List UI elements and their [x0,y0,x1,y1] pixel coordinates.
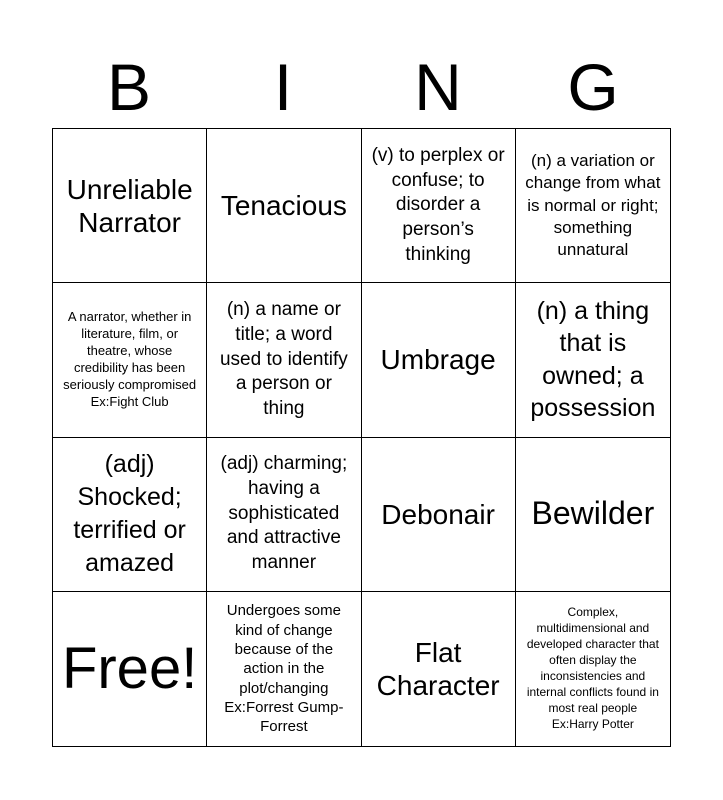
bingo-cell-r1-c1[interactable] [53,129,207,283]
bingo-cell-text: (adj) charming; having a sophisticated and attractive manner [220,453,348,574]
bingo-cell-r3-c1[interactable] [53,438,207,592]
bingo-cell-text: Tenacious [220,190,347,222]
bingo-cell-text: Flat Character [376,636,500,701]
bingo-cell-text: Unreliable Narrator [66,173,193,238]
bingo-cell-text: Bewilder [531,495,655,532]
bingo-cell-r1-c3[interactable] [362,129,516,283]
bingo-cell-text: A narrator, whether in literature, film, or theatre, whose credibility has been seriously compromised Ex:Fight Club [63,309,197,409]
bingo-cell-r2-c2[interactable] [207,283,361,437]
bingo-cell-text: Debonair [381,498,495,530]
bingo-cell-free[interactable] [53,592,207,746]
bingo-cell-r4-c3[interactable] [362,592,516,746]
bingo-grid [52,128,671,747]
bingo-cell-text: (adj) Shocked; terrified or amazed [73,449,186,578]
bingo-cell-r3-c3[interactable] [362,438,516,592]
bingo-cell-text: Complex, multidimensional and developed character that often display the inconsistencies and internal conflicts found in most real people Ex:Harry Potter [526,605,659,731]
bingo-cell-text: (v) to perplex or confuse; to disorder a person’s thinking [371,144,505,265]
header-letter-n: N [414,50,462,124]
bingo-cell-r3-c4[interactable] [516,438,670,592]
bingo-cell-text: (n) a variation or change from what is normal or right; something unnatural [525,151,661,259]
bingo-cell-r2-c1[interactable] [53,283,207,437]
bingo-cell-r1-c4[interactable] [516,129,670,283]
bingo-cell-text: Free! [61,635,198,701]
bingo-cell-r3-c2[interactable] [207,438,361,592]
bingo-cell-r1-c2[interactable] [207,129,361,283]
bingo-header [52,52,671,122]
bingo-cell-r2-c3[interactable] [362,283,516,437]
bingo-cell-text: Undergoes some kind of change because of the action in the plot/changing Ex:Forrest Gump-Forrest [224,602,344,736]
header-letter-i: I [273,50,293,124]
bingo-cell-text: (n) a name or title; a word used to identify a person or thing [219,299,348,419]
header-letter-g: G [567,50,619,124]
bingo-cell-text: Umbrage [380,344,496,376]
bingo-cell-text: (n) a thing that is owned; a possession [530,296,656,423]
bingo-cell-r2-c4[interactable] [516,283,670,437]
bingo-cell-r4-c2[interactable] [207,592,361,746]
bingo-cell-r4-c4[interactable] [516,592,670,746]
header-letter-b: B [106,50,152,124]
